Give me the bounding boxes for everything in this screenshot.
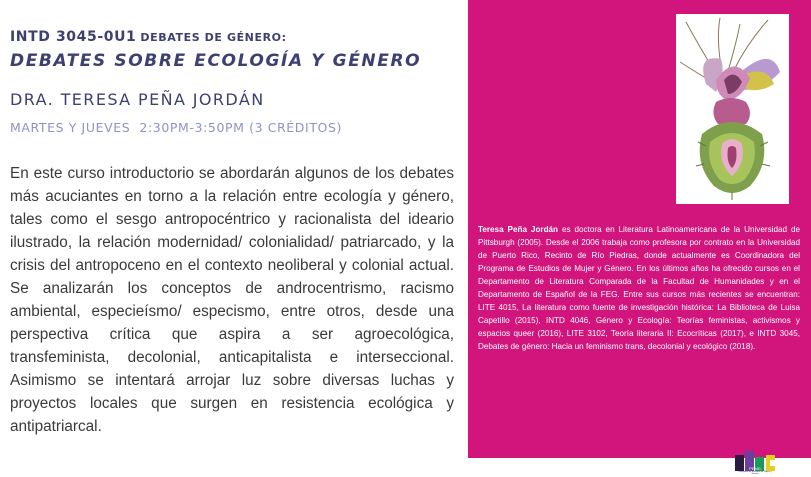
bio-body: es doctora en Literatura Latinoamericana de la Universidad de Pittsburgh (2005). Desde el 2006 trabaja como profesora por contrato en la Universidad de Puerto Rico, Recinto de Río Piedras, donde actualmente es Coordinadora del Programa de Estudios de Mujer y Género. En los últimos años ha ofrecido cursos en el Departamento de Literatura Comparada de la Facultad de Humanidades y en el Departamento de Español de la FEG. Entre sus cursos más recientes se encuentran: LITE 4015, La literatura como fuente de investigación histórica: La Biblioteca de Luisa Capetillo (2015), INTD 4046, Género y Ecología: Teorías feministas, activismos y espacios queer (2016), LITE 3102, Teoría literaria II: Ecocríticas (2017), e INTD 3045, Debates de género: Hacia un feminismo trans, decolonial y ecológico (2018). <box>478 225 801 351</box>
instructor-name: DRA. TERESA PEÑA JORDÁN <box>10 90 265 109</box>
program-logo <box>735 449 775 477</box>
course-code-line <box>10 26 287 45</box>
botanical-illustration <box>676 14 789 204</box>
bio-name: Teresa Peña Jordán <box>478 225 559 234</box>
course-schedule: MARTES Y JUEVES 2:30PM-3:50PM (3 CRÉDITOS) <box>10 120 343 135</box>
flower-illustration-icon <box>676 14 789 204</box>
course-title: DEBATES SOBRE ECOLOGÍA Y GÉNERO <box>10 51 422 71</box>
course-subtitle: DEBATES DE GÉNERO: <box>140 31 287 44</box>
course-code: INTD 3045-0U1 <box>10 29 137 45</box>
course-description: En este curso introductorio se abordarán algunos de los debates más acuciantes en torno a la relación entre ecología y género, tales como el sesgo antropocéntrico y racionalista del ideario ilustrado, la relación modernidad/ colonialidad/ patriarcado, y la crisis del antropoceno en el contexto neoliberal y colonial actual. Se analizarán los conceptos de androcentrismo, racismo ambiental, especieísmo/ especismo, entre otros, desde una perspectiva crítica que aspira a ser agroecológica, transfeminista, decolonial, anticapitalista e interseccional. Asimismo se intentará arrojar luz sobre diversas luchas y proyectos locales que surgen en resistencia ecológica y antipatriarcal. <box>10 165 454 435</box>
pemg-logo-icon <box>735 449 775 471</box>
logo-caption: Programa de Estudios de Mujer y Género <box>738 471 772 475</box>
bio-text <box>478 223 800 353</box>
logo-letters: PEMG <box>749 466 761 471</box>
